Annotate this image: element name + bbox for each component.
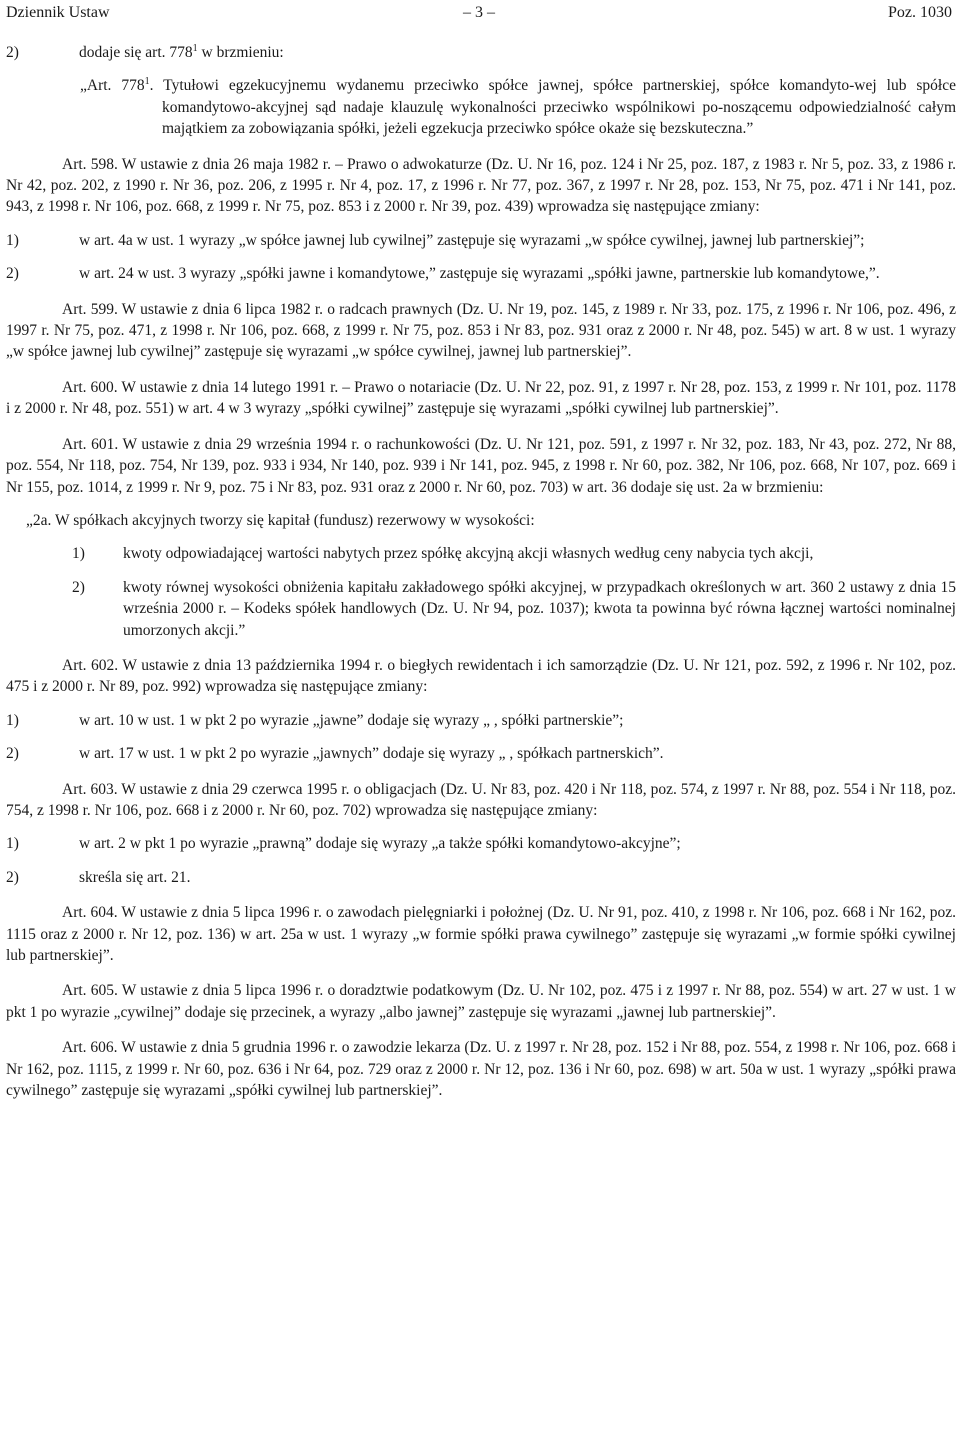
item-text: kwoty odpowiadającej wartości nabytych przez spółkę akcyjną akcji własnych według ceny nabycia tych akcji,	[123, 545, 814, 563]
article-598: Art. 598. W ustawie z dnia 26 maja 1982 r. – Prawo o adwokaturze (Dz. U. Nr 16, poz. 124 i Nr 25, poz. 187, z 1983 r. Nr 5, poz. 33, z 1986 r. Nr 42, poz. 202, z 1990 r. Nr 36, poz. 206, z 1995 r. Nr 4, poz. 17, z 1996 r. Nr 77, poz. 367, z 1997 r. Nr 28, poz. 153, Nr 75, poz. 471 i Nr 141, poz. 943, z 1998 r. Nr 106, poz. 668, z 1999 r. Nr 75, poz. 853 i z 2000 r. Nr 39, poz. 439) wprowadza się następujące zmiany:	[6, 155, 956, 216]
article-601-item-2	[6, 577, 956, 641]
item-text: kwoty równej wysokości obniżenia kapitału zakładowego spółki akcyjnej, w przypadkach określonych w art. 360 2 ustawy z dnia 15 września 2000 r. – Kodeks spółek handlowych (Dz. U. Nr 94, poz. 1037); kwota ta powinna być równa łącznej wartości nominalnej umorzonych akcji.”	[123, 578, 956, 639]
article-605: Art. 605. W ustawie z dnia 5 lipca 1996 r. o doradztwie podatkowym (Dz. U. Nr 102, poz. 475 i z 1997 r. Nr 88, poz. 554) w art. 27 w ust. 1 w pkt 1 po wyrazie „cywilnej” dodaje się przecinek, a wyrazy „albo jawnej” zastępuje się wyrazami „jawnej lub partnerskiej”.	[6, 982, 956, 1021]
article-601: Art. 601. W ustawie z dnia 29 września 1994 r. o rachunkowości (Dz. U. Nr 121, poz. 591, z 1997 r. Nr 32, poz. 183, Nr 43, poz. 272, Nr 88, poz. 554, Nr 118, poz. 754, Nr 139, poz. 933 i 934, Nr 140, poz. 939 i Nr 141, poz. 945, z 1998 r. Nr 60, poz. 382, Nr 106, poz. 668, Nr 107, poz. 669 i Nr 155, poz. 1014, z 1999 r. Nr 9, poz. 75 i Nr 83, poz. 931 oraz z 2000 r. Nr 60, poz. 703) w art. 36 dodaje się ust. 2a w brzmieniu:	[6, 435, 956, 496]
journal-title: Dziennik Ustaw	[6, 4, 110, 21]
article-603: Art. 603. W ustawie z dnia 29 czerwca 1995 r. o obligacjach (Dz. U. Nr 83, poz. 420 i Nr 118, poz. 574, z 1997 r. Nr 88, poz. 554 i Nr 118, poz. 754, z 1998 r. Nr 106, poz. 668 i z 2000 r. Nr 60, poz. 702) wprowadza się następujące zmiany:	[6, 780, 956, 819]
item-text: w art. 17 w ust. 1 w pkt 2 po wyrazie „jawnych” dodaje się wyrazy „ , spółkach partnerskich”.	[79, 745, 664, 763]
article-604: Art. 604. W ustawie z dnia 5 lipca 1996 r. o zawodach pielęgniarki i położnej (Dz. U. Nr 91, poz. 410, z 1998 r. Nr 106, poz. 668 i Nr 162, poz. 1115 oraz z 2000 r. Nr 12, poz. 136) w art. 25a w ust. 1 wyrazy „w formie spółki prawa cywilnego” zastępuje się wyrazami „w formie spółki cywilnej lub partnerskiej”.	[6, 904, 956, 964]
article-602-item-2	[6, 743, 956, 764]
item-text: w art. 4a w ust. 1 wyrazy „w spółce jawnej lub cywilnej” zastępuje się wyrazami „w spółce cywilnej, jawnej lub partnerskiej”;	[79, 231, 865, 249]
article-606: Art. 606. W ustawie z dnia 5 grudnia 1996 r. o zawodzie lekarza (Dz. U. z 1997 r. Nr 28, poz. 152 i Nr 88, poz. 554, z 1998 r. Nr 106, poz. 668 i Nr 162, poz. 1115, z 1999 r. Nr 60, poz. 636 i Nr 64, poz. 729 oraz z 2000 r. Nr 12, poz. 136 i Nr 60, poz. 698) w art. 50a w ust. 1 wyrazy „spółki prawa cywilnego” zastępuje się wyrazami „spółki cywilnej lub partnerskiej”.	[6, 1039, 956, 1100]
article-598-item-1	[6, 230, 956, 251]
item-number: 1)	[6, 835, 19, 853]
quote-lead-part: „Art. 778	[80, 77, 145, 95]
quote-body: . Tytułowi egzekucyjnemu wydanemu przeciwko spółce jawnej, spółce partnerskiej, spółce komandyto-wej lub spółce komandytowo-akcyjnej sąd nadaje klauzulę wykonalności przeciwko wspólnikowi po-noszącemu odpowiedzialność całym majątkiem za zobowiązania spółki, jeżeli egzekucja przeciwko spółce okaże się bezskuteczna.”	[149, 77, 956, 138]
article-600: Art. 600. W ustawie z dnia 14 lutego 1991 r. – Prawo o notariacie (Dz. U. Nr 22, poz. 91, z 1997 r. Nr 28, poz. 153, z 1999 r. Nr 101, poz. 1178 i z 2000 r. Nr 48, poz. 551) w art. 4 w 3 wyrazy „spółki cywilnej” zastępuje się wyrazami „spółki cywilnej lub partnerskiej”.	[6, 378, 956, 418]
page-header	[6, 2, 952, 26]
item-number: 2)	[72, 578, 85, 596]
article-603-item-2	[6, 867, 956, 888]
point-2-add-art-778-1	[6, 42, 956, 63]
quoted-article-778-1	[6, 75, 956, 139]
superscript: 1	[192, 42, 198, 54]
item-number: 2)	[6, 745, 19, 763]
item-number: 2)	[6, 868, 19, 886]
item-text-part: dodaje się art. 778	[79, 44, 193, 61]
article-601-quote-lead: „2a. W spółkach akcyjnych tworzy się kapitał (fundusz) rezerwowy w wysokości:	[26, 511, 535, 529]
article-598-item-2	[6, 263, 956, 284]
item-text: w art. 24 w ust. 3 wyrazy „spółki jawne i komandytowe,” zastępuje się wyrazami „spółki jawne, partnerskie lub komandytowe,”.	[79, 265, 880, 283]
item-text: skreśla się art. 21.	[79, 868, 191, 886]
document-body	[6, 42, 956, 1101]
position-number: Poz. 1030	[888, 4, 952, 21]
item-number: 1)	[72, 545, 85, 563]
article-603-item-1	[6, 833, 956, 854]
article-599: Art. 599. W ustawie z dnia 6 lipca 1982 r. o radcach prawnych (Dz. U. Nr 19, poz. 145, z 1989 r. Nr 33, poz. 175, z 1996 r. Nr 106, poz. 496, z 1997 r. Nr 75, poz. 471, z 1998 r. Nr 106, poz. 668, z 1999 r. Nr 75, poz. 853 i Nr 83, poz. 931 oraz z 2000 r. Nr 48, poz. 545) w art. 8 w ust. 1 wyrazy „w spółce jawnej lub cywilnej” zastępuje się wyrazami „w spółce cywilnej, jawnej lub partnerskiej”.	[6, 300, 956, 361]
item-text-part: w brzmieniu:	[197, 44, 284, 61]
quote-lead	[80, 77, 150, 94]
item-number: 1)	[6, 711, 19, 729]
article-602: Art. 602. W ustawie z dnia 13 października 1994 r. o biegłych rewidentach i ich samorządzie (Dz. U. Nr 121, poz. 592, z 1996 r. Nr 102, poz. 475 i z 2000 r. Nr 89, poz. 992) wprowadza się następujące zmiany:	[6, 656, 956, 696]
item-number: 2)	[6, 44, 19, 61]
item-number: 1)	[6, 231, 19, 249]
article-602-item-1	[6, 710, 956, 731]
item-text	[79, 44, 284, 61]
superscript: 1	[144, 76, 150, 88]
article-601-item-1	[6, 543, 956, 564]
page-number: – 3 –	[463, 4, 495, 21]
item-number: 2)	[6, 265, 19, 283]
item-text: w art. 2 w pkt 1 po wyrazie „prawną” dodaje się wyrazy „a także spółki komandytowo-akcyjne”;	[79, 835, 681, 853]
item-text: w art. 10 w ust. 1 w pkt 2 po wyrazie „jawne” dodaje się wyrazy „ , spółki partnerskie”;	[79, 711, 624, 729]
